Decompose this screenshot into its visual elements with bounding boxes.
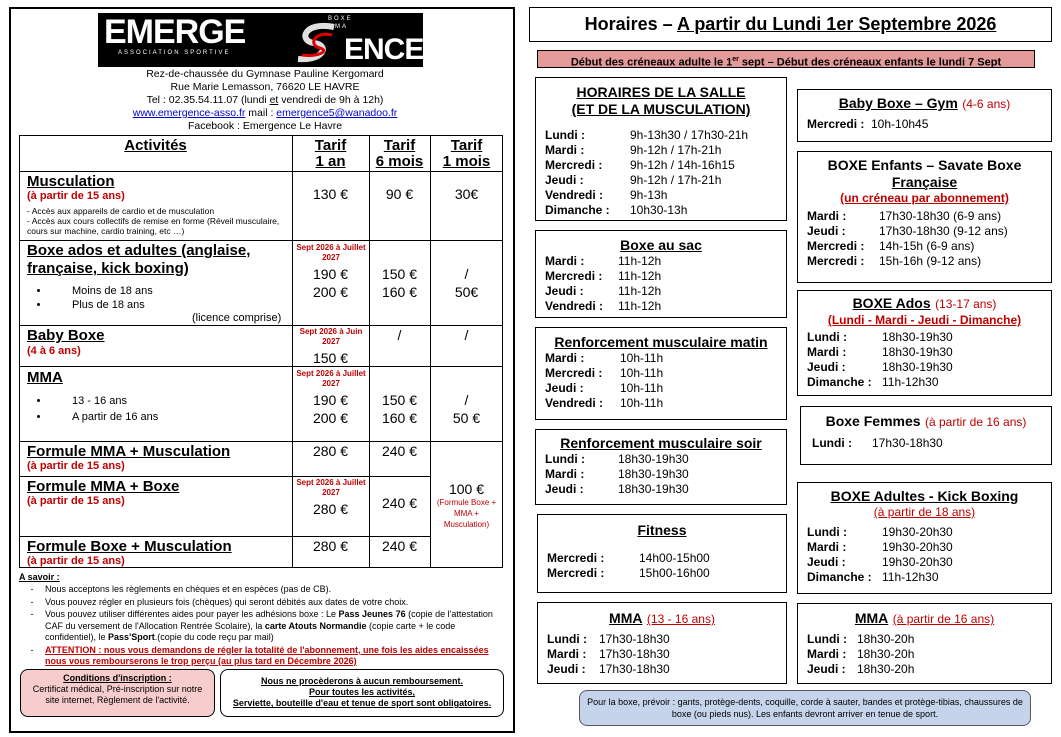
remboursement-box: Nous ne procèderons à aucun remboursement. Pour toutes les activités, Serviette, bouteille d'eau et tenue de sport sont obligatoires. (220, 669, 504, 717)
schedule-day: Mercredi : (807, 117, 865, 131)
schedule-row (807, 662, 1051, 677)
horaires-salle-box: HORAIRES DE LA SALLE (ET DE LA MUSCULATION) Lundi : 9h-13h30 / 17h30-21h Mardi : 9h-12h / 17h-21h Mercredi : 9h-12h / 14h-16h15 Jeudi : 9h-12h / 17h-21h Vendredi : 9h-13h Dimanche : 10h30-13h (535, 77, 787, 221)
schedule-day: Dimanche : (545, 203, 610, 217)
savoir-item-attention: - ATTENTION : nous vous demandons de régler la totalité de l'abonnement, une fois les aides encaissées nous vous rembourserons le trop perçu (au plus tard en Décembre 2026) (30, 644, 489, 666)
savoir-item: - Vous pouvez utiliser différentes aides pour payer les adhésions boxe : Le Pass Jeunes 76 (copie de l'attestation CAF du versement de l'Allocation Rentrée Scolaire), la carte Atouts Normandie (copie carte + le code confidentiel), le Pass'Sport.(copie du code reçu par mail) (30, 609, 493, 642)
formule-boxe-musculation-price-6mois: 240 € (381, 538, 418, 554)
mma-price-1an-b: 200 € (312, 410, 349, 426)
mma-price-6mois-a: 150 € (381, 392, 418, 408)
activity-formule-mma-musculation: Formule MMA + Musculation (27, 443, 231, 460)
schedule-day: Mardi : (545, 467, 585, 481)
boxe-price-6mois-b: 160 € (381, 284, 418, 300)
schedule-row (547, 662, 786, 677)
combo-note: (Formule Boxe + MMA + Musculation) (436, 498, 497, 529)
phone-line: Tel : 02.35.54.11.07 (lundi et vendredi de 9h à 12h) (146, 94, 384, 106)
baby-boxe-age: (4 à 6 ans) (27, 345, 81, 357)
header-tarif-1an: Tarif 1 an (314, 137, 347, 170)
mma-price-1an-a: 190 € (312, 392, 349, 408)
schedule-time: 11h-12h (618, 269, 662, 283)
schedule-row (807, 345, 1051, 360)
formule-mma-musculation-age: (à partir de 15 ans) (27, 460, 125, 472)
schedule-row (547, 566, 786, 581)
logo-association: ASSOCIATION SPORTIVE (118, 50, 231, 56)
activity-musculation: Musculation (27, 173, 115, 190)
activity-formule-mma-boxe: Formule MMA + Boxe (27, 478, 180, 495)
schedule-row (545, 467, 786, 482)
activity-boxe: Boxe ados et adultes (anglaise, française, kick boxing) (27, 242, 251, 277)
boxe-price-1mois-a: / (464, 266, 469, 282)
facebook-line: Facebook : Emergence Le Havre (187, 120, 343, 132)
schedule-time: 9h-12h / 14h-16h15 (630, 158, 735, 172)
activity-formule-boxe-musculation: Formule Boxe + Musculation (27, 538, 232, 555)
schedule-time: 18h30-19h30 (618, 482, 689, 496)
schedule-time: 17h30-18h30 (9-12 ans) (879, 224, 1008, 238)
baby-boxe-gym-box: Baby Boxe – Gym (4-6 ans) Mercredi : 10h-10h45 (797, 89, 1052, 142)
schedule-row (545, 269, 786, 284)
schedule-time: 17h30-18h30 (599, 647, 670, 661)
boxe-ados-box: BOXE Ados (13-17 ans) (Lundi - Mardi - Jeudi - Dimanche) Lundi : 18h30-19h30 Mardi : 18h30-19h30 Jeudi : 18h30-19h30 Dimanche : 11h-12h30 (797, 290, 1052, 396)
schedule-time: 10h-11h (620, 366, 664, 380)
schedule-day: Jeudi : (545, 482, 584, 496)
boxe-adultes-box: BOXE Adultes - Kick Boxing (à partir de 18 ans) Lundi : 19h30-20h30 Mardi : 19h30-20h30 Jeudi : 19h30-20h30 Dimanche : 11h-12h30 (797, 482, 1052, 594)
schedule-time: 17h30-18h30 (6-9 ans) (879, 209, 1002, 223)
schedule-row (807, 360, 1051, 375)
schedule-time: 18h30-20h (857, 662, 915, 676)
mma-price-1mois-a: / (464, 392, 469, 408)
schedule-time: 18h30-19h30 (882, 360, 953, 374)
baby-boxe-price-6mois: / (397, 327, 402, 343)
musculation-price-1an: 130 € (312, 186, 349, 202)
schedule-day: Lundi : (547, 632, 587, 646)
savoir-item: - Nous acceptons les règlements en chèques et en espèces (pas de CB). (30, 584, 332, 594)
formule-boxe-musculation-price-1an: 280 € (312, 538, 349, 554)
schedule-day: Lundi : (812, 436, 852, 450)
schedule-time: 18h30-19h30 (618, 452, 689, 466)
schedule-day: Mardi : (807, 209, 847, 223)
schedule-time: 14h00-15h00 (639, 551, 710, 565)
schedule-row (807, 330, 1051, 345)
schedule-day: Dimanche : (807, 570, 872, 584)
mma-13-16-box: MMA (13 - 16 ans) Lundi : 17h30-18h30 Mardi : 17h30-18h30 Jeudi : 17h30-18h30 (537, 602, 787, 684)
schedule-row (807, 632, 1051, 647)
schedule-time: 14h-15h (6-9 ans) (879, 239, 975, 253)
schedule-time: 15h00-16h00 (639, 566, 710, 580)
schedule-row (545, 143, 786, 158)
schedule-row (545, 299, 786, 314)
schedule-row (807, 540, 1051, 555)
emergence-logo (98, 13, 423, 67)
schedule-day: Jeudi : (545, 381, 584, 395)
schedule-day: Mardi : (807, 345, 847, 359)
schedule-row (807, 555, 1051, 570)
conditions-box: Conditions d'inscription : Certificat médical, Pré-inscription sur notre site internet, Règlement de l'activité. (20, 669, 215, 717)
mma-price-6mois-b: 160 € (381, 410, 418, 426)
schedule-row (807, 647, 1051, 662)
schedule-day: Mercredi : (807, 254, 865, 268)
schedule-time: 15h-16h (9-12 ans) (879, 254, 982, 268)
header-tarif-1mois: Tarif 1 mois (442, 137, 491, 170)
fitness-box: Fitness Mercredi : 14h00-15h00 Mercredi : 15h00-16h00 (537, 514, 787, 593)
logo-swirl-icon (294, 21, 338, 63)
schedule-day: Vendredi : (545, 396, 604, 410)
schedule-row (807, 254, 1051, 269)
schedule-time: 9h-13h (630, 188, 668, 202)
boxe-period: Sept 2026 à Juillet 2027 (296, 243, 366, 262)
schedule-day: Lundi : (807, 330, 847, 344)
a-savoir-section (19, 572, 505, 669)
schedule-row (545, 254, 786, 269)
schedule-time: 18h30-19h30 (882, 345, 953, 359)
email-link[interactable]: emergence5@wanadoo.fr (276, 107, 398, 119)
schedule-row (807, 570, 1051, 585)
address-line-1: Rez-de-chaussée du Gymnase Pauline Kergomard (146, 68, 384, 80)
schedule-time: 11h-12h30 (882, 570, 939, 584)
schedule-row (545, 284, 786, 299)
address-line-2: Rue Marie Lemasson, 76620 LE HAVRE (170, 81, 360, 93)
boxe-au-sac-box: Boxe au sac Mardi : 11h-12h Mercredi : 11h-12h Jeudi : 11h-12h Vendredi : 11h-12h (535, 230, 787, 318)
formule-boxe-musculation-age: (à partir de 15 ans) (27, 555, 125, 567)
schedule-row (807, 525, 1051, 540)
schedule-time: 9h-12h / 17h-21h (630, 143, 722, 157)
schedule-day: Mercredi : (807, 239, 865, 253)
baby-boxe-price-1mois: / (464, 327, 469, 343)
schedule-row (807, 239, 1051, 254)
schedule-time: 10h30-13h (630, 203, 688, 217)
schedule-time: 9h-12h / 17h-21h (630, 173, 722, 187)
schedule-row (545, 158, 786, 173)
schedule-day: Jeudi : (807, 360, 846, 374)
baby-boxe-price-1an: 150 € (312, 350, 349, 366)
website-link[interactable]: www.emergence-asso.fr (132, 107, 246, 119)
salle-rows (545, 128, 786, 218)
combo-price-1mois: 100 € (448, 481, 485, 497)
renforcement-soir-box: Renforcement musculaire soir Lundi : 18h30-19h30 Mardi : 18h30-19h30 Jeudi : 18h30-19h30 (535, 429, 787, 505)
renforcement-matin-box: Renforcement musculaire matin Mardi : 10h-11h Mercredi : 10h-11h Jeudi : 10h-11h Vendredi : 10h-11h (535, 327, 787, 420)
schedule-row (545, 366, 786, 381)
schedule-row (547, 551, 786, 566)
schedule-time: 11h-12h30 (882, 375, 939, 389)
schedule-time: 19h30-20h30 (882, 555, 953, 569)
schedule-row (807, 375, 1051, 390)
schedule-day: Mardi : (545, 351, 585, 365)
boxe-enfants-box: BOXE Enfants – Savate Boxe Française (un créneau par abonnement) Mardi : 17h30-18h30 (6-9 ans) Jeudi : 17h30-18h30 (9-12 ans) Mercredi : 14h-15h (6-9 ans) Mercredi : 15h-16h (9-12 ans) (797, 151, 1052, 283)
schedule-day: Mercredi : (545, 366, 603, 380)
schedule-day: Mercredi : (545, 158, 603, 172)
header-activites: Activités (124, 137, 187, 154)
baby-boxe-period: Sept 2026 à Juin 2027 (299, 327, 363, 346)
logo-word-1: EMERGE (104, 13, 246, 51)
boxe-price-1an-a: 190 € (312, 266, 349, 282)
schedule-time: 11h-12h (618, 299, 662, 313)
musculation-price-1mois: 30€ (454, 186, 479, 202)
schedule-time: 11h-12h (618, 284, 662, 298)
schedule-time: 17h30-18h30 (599, 662, 670, 676)
schedule-row (545, 128, 786, 143)
schedule-time: 11h-12h (618, 254, 662, 268)
schedule-day: Lundi : (545, 452, 585, 466)
schedule-time: 10h-11h (620, 396, 664, 410)
horaires-title: Horaires – A partir du Lundi 1er Septembre 2026 (529, 7, 1052, 42)
schedule-row (807, 209, 1051, 224)
schedule-time: 10h-11h (620, 351, 664, 365)
schedule-day: Mardi : (807, 540, 847, 554)
formule-mma-boxe-price-6mois: 240 € (381, 495, 418, 511)
schedule-row (547, 647, 786, 662)
schedule-day: Mardi : (547, 647, 587, 661)
boxe-femmes-box: Boxe Femmes (à partir de 16 ans) Lundi : 17h30-18h30 (800, 406, 1052, 465)
formule-mma-boxe-age: (à partir de 15 ans) (27, 495, 125, 507)
schedule-row (807, 224, 1051, 239)
schedule-time: 17h30-18h30 (599, 632, 670, 646)
boxe-price-6mois-a: 150 € (381, 266, 418, 282)
formule-mma-boxe-price-1an: 280 € (312, 501, 349, 517)
schedule-row (545, 173, 786, 188)
boxe-price-1mois-b: 50€ (454, 284, 479, 300)
musculation-age: (à partir de 15 ans) (27, 190, 125, 202)
formule-mma-musculation-price-1an: 280 € (312, 443, 349, 459)
boxe-price-1an-b: 200 € (312, 284, 349, 300)
schedule-time: 18h30-19h30 (618, 467, 689, 481)
schedule-time: 17h30-18h30 (872, 436, 943, 450)
formule-mma-musculation-price-6mois: 240 € (381, 443, 418, 459)
mma-period: Sept 2026 à Juillet 2027 (296, 369, 366, 388)
musculation-price-6mois: 90 € (385, 186, 414, 202)
schedule-day: Mardi : (545, 254, 585, 268)
schedule-day: Jeudi : (807, 224, 846, 238)
schedule-time: 18h30-20h (857, 632, 915, 646)
schedule-day: Jeudi : (547, 662, 586, 676)
schedule-time: 10h-10h45 (871, 117, 929, 131)
schedule-row (545, 381, 786, 396)
logo-word-2: ENCE (344, 33, 424, 66)
schedule-day: Lundi : (807, 632, 847, 646)
schedule-day: Mercredi : (547, 566, 605, 580)
schedule-day: Mercredi : (545, 269, 603, 283)
schedule-day: Jeudi : (807, 662, 846, 676)
activity-baby-boxe: Baby Boxe (27, 327, 105, 344)
schedule-time: 9h-13h30 / 17h30-21h (630, 128, 749, 142)
logo-small-2: MMA (328, 24, 348, 30)
a-savoir-title: A savoir : (19, 572, 60, 582)
schedule-row (545, 188, 786, 203)
boxe-licence: (licence comprise) (192, 312, 282, 324)
logo-small-1: BOXE (328, 16, 353, 22)
mma-price-1mois-b: 50 € (452, 410, 481, 426)
equipement-note: Pour la boxe, prévoir : gants, protège-dents, coquille, corde à sauter, bandes et protège-tibias, chaussures de boxe (ou pieds nus). Les enfants devront arriver en tenue de sport. (579, 690, 1031, 726)
mma-16-plus-box: MMA (à partir de 16 ans) Lundi : 18h30-20h Mardi : 18h30-20h Jeudi : 18h30-20h (797, 603, 1052, 684)
schedule-time: 10h-11h (620, 381, 664, 395)
schedule-day: Lundi : (807, 525, 847, 539)
mma-age-list: • 13 - 16 ans • A partir de 16 ans (50, 394, 158, 424)
web-mail-line: www.emergence-asso.fr mail : emergence5@wanadoo.fr (132, 107, 398, 119)
header-tarif-6mois: Tarif 6 mois (375, 137, 424, 170)
schedule-day: Dimanche : (807, 375, 872, 389)
savoir-item: - Vous pouvez régler en plusieurs fois (chèques) qui seront débités aux dates de votre choix. (30, 596, 409, 607)
formule-mma-boxe-period: Sept 2026 à Juillet 2027 (296, 478, 366, 497)
schedule-row (547, 632, 786, 647)
boxe-age-list: • Moins de 18 ans • Plus de 18 ans (50, 284, 153, 312)
schedule-day: Mardi : (807, 647, 847, 661)
musculation-desc: - Accès aux appareils de cardio et de musculation - Accès aux cours collectifs de remise en forme (Réveil musculaire, cours sur machine, cardio training, etc …) (27, 206, 280, 236)
schedule-row (545, 203, 786, 218)
schedule-row (807, 117, 1051, 132)
schedule-row (545, 482, 786, 497)
activity-mma: MMA (27, 369, 63, 386)
schedule-day: Jeudi : (545, 173, 584, 187)
schedule-day: Mardi : (545, 143, 585, 157)
schedule-row (545, 351, 786, 366)
schedule-time: 18h30-20h (857, 647, 915, 661)
schedule-day: Lundi : (545, 128, 585, 142)
schedule-day: Vendredi : (545, 299, 604, 313)
schedule-time: 19h30-20h30 (882, 525, 953, 539)
schedule-row (545, 452, 786, 467)
schedule-row (545, 396, 786, 411)
schedule-time: 18h30-19h30 (882, 330, 953, 344)
schedule-row (812, 436, 1051, 451)
schedule-day: Jeudi : (545, 284, 584, 298)
debut-creneaux-banner: Début des créneaux adulte le 1er sept – Début des créneaux enfants le lundi 7 Sept (537, 50, 1035, 68)
schedule-day: Mercredi : (547, 551, 605, 565)
schedule-day: Vendredi : (545, 188, 604, 202)
schedule-time: 19h30-20h30 (882, 540, 953, 554)
schedule-day: Jeudi : (807, 555, 846, 569)
